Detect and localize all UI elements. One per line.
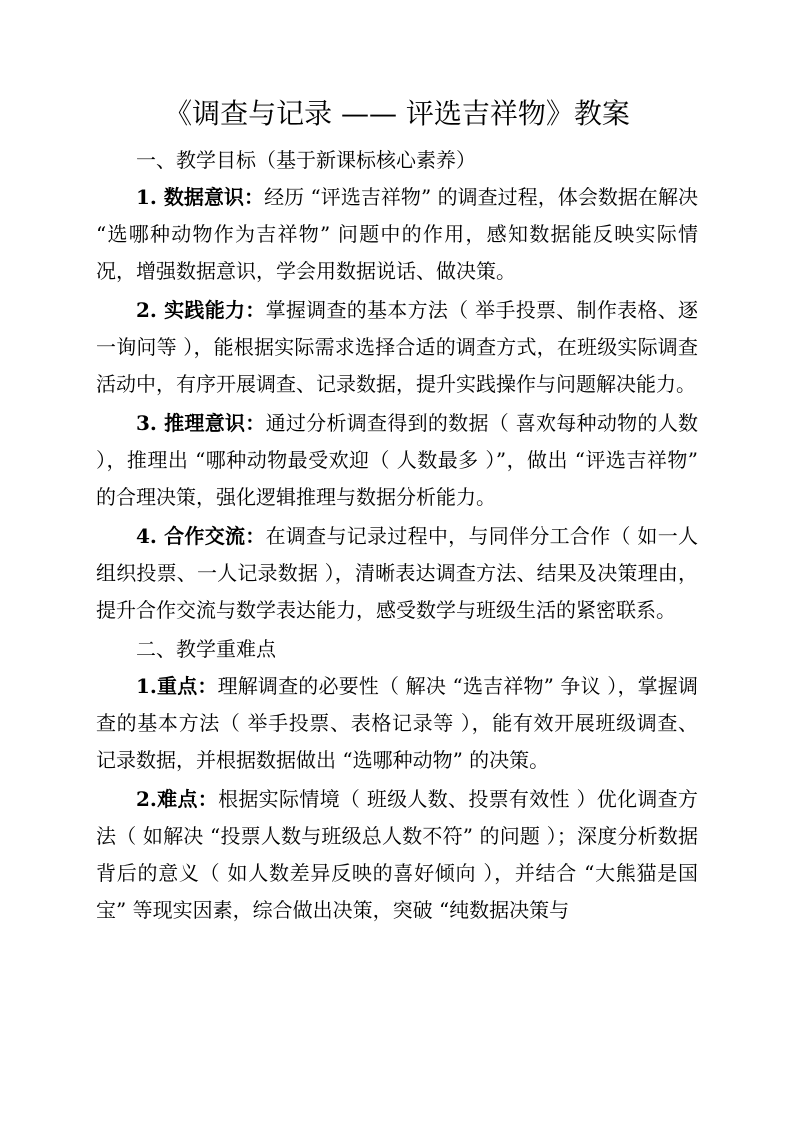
paragraph-text: 理解调查的必要性（ 解决 “选吉祥物” 争议 ），掌握调查的基本方法（ 举手投票、表格记录等 ），能有效开展班级调查、记录数据，并根据数据做出 “选哪种动物” 的决策。 xyxy=(96,674,698,772)
section-heading-key-points: 二、教学重难点 xyxy=(136,637,276,661)
paragraph-lead: 1. 数据意识： xyxy=(136,185,265,209)
paragraph-lead: 2. 实践能力： xyxy=(136,298,266,322)
key-point-paragraph xyxy=(96,781,698,929)
paragraph-text: 经历 “评选吉祥物” 的调查过程，体会数据在解决 “选哪种动物作为吉祥物” 问题中的作用，感知数据能反映实际情况，增强数据意识，学会用数据说话、做决策。 xyxy=(96,185,698,283)
objective-paragraph xyxy=(96,292,698,403)
objective-paragraph xyxy=(96,405,698,516)
document-title: 《调查与记录 —— 评选吉祥物》教案 xyxy=(164,97,630,130)
paragraph-text: 在调查与记录过程中，与同伴分工合作（ 如一人组织投票、一人记录数据 ），清晰表达调查方法、结果及决策理由，提升合作交流与数学表达能力，感受数学与班级生活的紧密联系。 xyxy=(96,524,698,622)
paragraph-text: 掌握调查的基本方法（ 举手投票、制作表格、逐一询问等 ），能根据实际需求选择合适的调查方式，在班级实际调查活动中，有序开展调查、记录数据，提升实践操作与问题解决能力。 xyxy=(96,298,698,396)
objective-paragraph xyxy=(96,518,698,629)
paragraph-text: 通过分析调查得到的数据（ 喜欢每种动物的人数 ），推理出 “哪种动物最受欢迎（ 人数最多 ）”，做出 “评选吉祥物” 的合理决策，强化逻辑推理与数据分析能力。 xyxy=(96,411,698,509)
paragraph-lead: 4. 合作交流： xyxy=(136,524,266,548)
section-heading-objectives: 一、教学目标（基于新课标核心素养） xyxy=(136,148,476,172)
key-point-paragraph xyxy=(96,668,698,779)
objective-paragraph xyxy=(96,179,698,290)
document-body xyxy=(96,140,698,929)
paragraph-lead: 2.难点： xyxy=(136,787,219,811)
paragraph-lead: 1.重点： xyxy=(136,674,218,698)
paragraph-lead: 3. 推理意识： xyxy=(136,411,266,435)
paragraph-text: 根据实际情境（ 班级人数、投票有效性 ）优化调查方法（ 如解决 “投票人数与班级总人数不符” 的问题 ）；深度分析数据背后的意义（ 如人数差异反映的喜好倾向 ），并结合 “大熊猫是国宝” 等现实因素，综合做出决策，突破 “纯数据决策与 xyxy=(96,787,698,922)
